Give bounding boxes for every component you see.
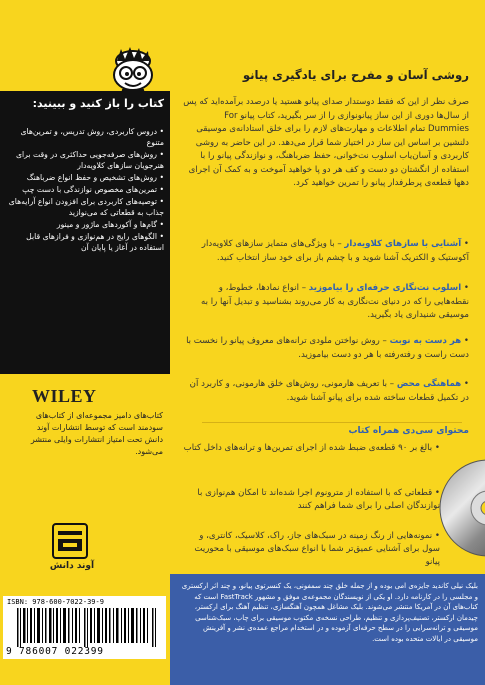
publisher-logo-icon: [52, 523, 88, 559]
bullet-highlight: هر دست به نوبت: [389, 336, 462, 346]
intro-paragraph: صرف نظر از این که فقط دوستدار صدای پیانو هستید یا درصدد برآمده‌اید که پس از سال‌ها دوری از این ساز پیانونوازی را از سر بگیرید، کتاب پیانو For Dummies تمام اطلاعات و مهارت‌های لازم را برای خلق استادانه‌ی موسیقی دلنشین بر اساس این ساز در اختیار شما قرار می‌دهد. در این حاضر به روشی کاربردی و آسان‌یاب اسلوب نت‌خوانی، حفظ ضرباهنگ، و نوازندگی پیانو را با استفاده از انگشتان دو دست و کف هر دو پا خواهید آموخت و به کمک آن اجرای دهها قطعه‌ی پرطرفدار پیانو را تمرین خواهید کرد.: [183, 97, 469, 188]
list-item: • الگوهای رایج در هم‌نوازی و فرازهای قابل استفاده در آغاز یا پایان آن: [8, 231, 164, 253]
bullet-text: – با ویژگی‌های متمایز سازهای کلاویه‌دار آکوستیک و الکتریک آشنا شوید و با چشم باز برای خود ساز انتخاب کنید.: [201, 239, 469, 263]
list-item: • تمرین‌های مخصوص نوازندگی با دست چپ: [8, 184, 164, 195]
section-divider: [202, 422, 462, 423]
publisher-name: آوند دانش: [49, 561, 95, 571]
feature-bullet: • آشنایی با سازهای کلاویه‌دار – با ویژگی‌های متمایز سازهای کلاویه‌دار آکوستیک و الکتریک آشنا شوید و با چشم باز برای خود ساز انتخاب کنید.: [201, 239, 469, 263]
feature-bullet: • اسلوب نت‌نگاری حرفه‌ای را بیاموزید – انواع نمادها، خطوط، و نقطه‌هایی را که در دنیای نت‌نگاری به کار می‌روند بشناسید و تبدیل آنها را به موسیقی شنیداری یاد بگیرید.: [200, 283, 469, 320]
feature-bullet: • هماهنگی محض – با تعریف هارمونی، روش‌های خلق هارمونی، و کاربرد آن در تکمیل قطعات ساخته شده برای پیانو آشنا شوید.: [189, 379, 469, 403]
wiley-description: کتاب‌های دامیز مجموعه‌ای از کتاب‌های سودمند است که توسط انتشارات آوند دانش تحت امتیاز انتشارات وایلی منتشر می‌شود.: [30, 411, 163, 456]
bullet-highlight: هماهنگی محض: [396, 379, 462, 389]
bullet-highlight: آشنایی با سازهای کلاویه‌دار: [344, 239, 462, 249]
wiley-logo: WILEY: [32, 386, 97, 406]
cd-disc-icon: [438, 458, 485, 558]
author-bio-text: بلیک نیلی کاندید جایزه‌ی امی بوده و از جمله خلق چند سمفونی، یک کنسرتوی پیانو، و چند اثر ارکستری و مجلسی را در کارنامه دارد. او یکی از نویسندگان مجموعه‌ی موفق و مشهور FastTrack است که کتاب‌های آن در آمریکا منتشر می‌شوند. بلیک مشاغل همچون آهنگسازی، تنظیم آهنگ برای ارکستر، چیدمان ارکستر، تصنیف‌پردازی و تنظیم، طراحی نسخه‌ی مکتوب موسیقی برای چاپ، سبک‌شناسی موسیقی و ترانه‌سرایی را در سطح حرفه‌ای آزموده و در استخدام مراجع عمده‌ی نشر و آفرینش موسیقی در ایالات متحده بوده است.: [181, 582, 478, 643]
list-item: • روش‌های صرفه‌جویی حداکثری در وقت برای هنرجویان سازهای کلاویه‌دار: [8, 149, 164, 171]
cd-heading: محتوای سی‌دی همراه کتاب: [348, 426, 469, 436]
author-bio: [170, 574, 485, 685]
page-title: روشی آسان و مفرح برای یادگیری پیانو: [242, 68, 469, 82]
cd-item: • بالغ بر ۹۰ قطعه‌ی ضبط شده از اجرای تمرین‌ها و ترانه‌های داخل کتاب: [183, 443, 440, 453]
bullet-text: – انواع نمادها، خطوط، و نقطه‌هایی را که در دنیای نت‌نگاری به کار می‌روند بشناسید و تبدیل آنها را به موسیقی شنیداری یاد بگیرید.: [200, 283, 469, 320]
left-panel: [0, 0, 170, 685]
barcode: [3, 596, 166, 659]
bullet-highlight: اسلوب نت‌نگاری حرفه‌ای را بیاموزید: [308, 283, 462, 293]
features-box-title: کتاب را باز کنید و ببینید:: [32, 97, 164, 110]
features-list: [8, 126, 164, 254]
bullet-text: – روش نواختن ملودی ترانه‌های معروف پیانو را نخست با دست راست و رفته‌رفته با هر دو دست بیاموزید.: [186, 336, 469, 360]
list-item: • روش‌های تشخیص و حفظ انواع ضرباهنگ: [8, 172, 164, 183]
features-box: [0, 91, 170, 374]
feature-bullet: • هر دست به نوبت – روش نواختن ملودی ترانه‌های معروف پیانو را نخست با دست راست و رفته‌رفته با هر دو دست بیاموزید.: [186, 336, 469, 360]
bullet-text: – با تعریف هارمونی، روش‌های خلق هارمونی، و کاربرد آن در تکمیل قطعات ساخته شده برای پیانو آشنا شوید.: [189, 379, 469, 403]
list-item: • دروس کاربردی، روش تدریس، و تمرین‌های متنوع: [8, 126, 164, 148]
cd-item: • قطعاتی که با استفاده از مترونوم اجرا شده‌اند تا امکان هم‌نوازی با نوازندگان اصلی را برای شما فراهم کنند: [197, 488, 440, 511]
list-item: • گام‌ها و آکوردهای ماژور و مینور: [8, 219, 164, 230]
barcode-number: 9 786007 022399: [6, 646, 104, 657]
list-item: • توصیه‌های کاربردی برای افزودن انواع آرایه‌های جذاب به قطعاتی که می‌نوازید: [8, 196, 164, 218]
cd-item: • نمونه‌هایی از رنگ زمینه در سبک‌های جاز، راک، کلاسیک، کانتری، و سول برای آشنایی عمیق‌تر شما با انواع سبک‌های موسیقی با محوریت پیانو: [194, 531, 440, 567]
barcode-bars-icon: [17, 608, 157, 647]
isbn-label: ISBN: 978-600-7022-39-9: [7, 598, 104, 606]
